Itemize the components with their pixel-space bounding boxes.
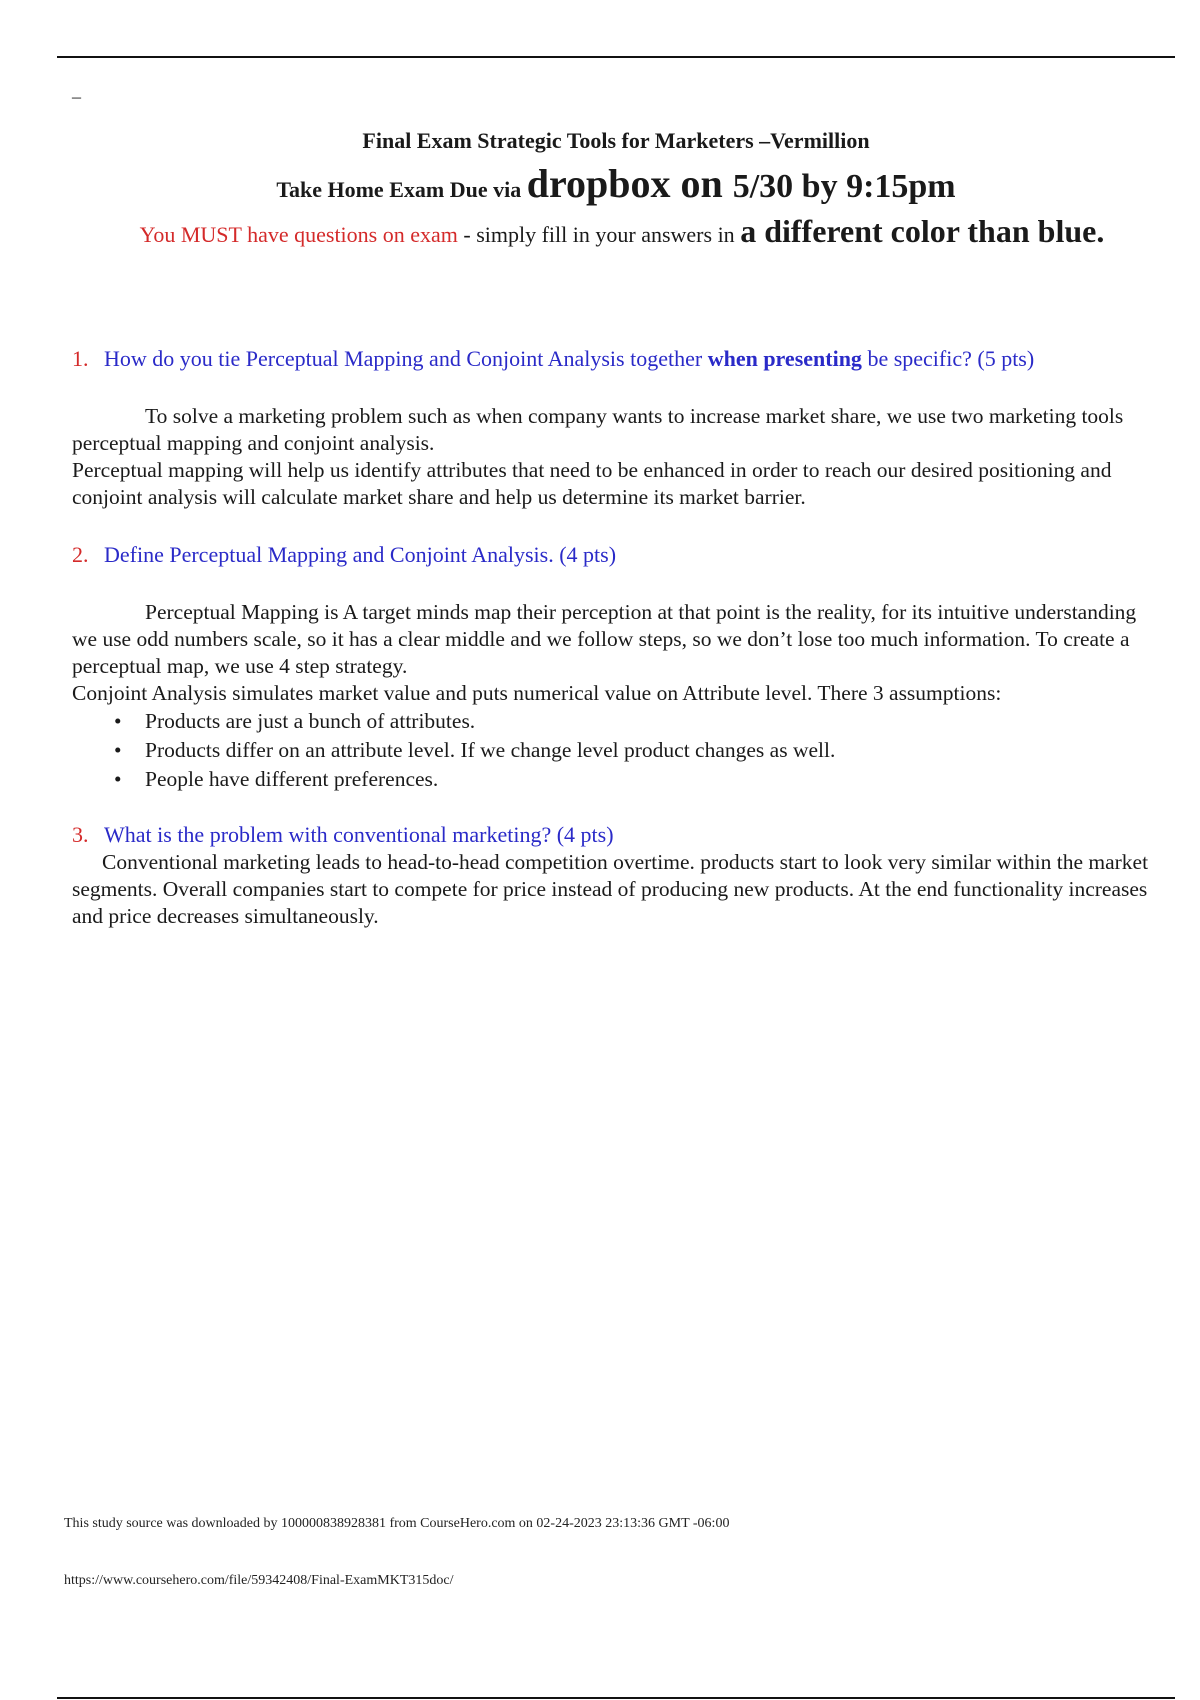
question-number: 1. <box>72 346 89 371</box>
question-emphasis: when presenting <box>707 346 862 371</box>
list-item: • People have different preferences. <box>72 765 1162 794</box>
bullet-icon: • <box>114 738 122 762</box>
question-3 <box>72 822 614 848</box>
assumptions-list <box>72 707 1162 794</box>
bullet-icon: • <box>114 767 122 791</box>
list-item: • Products are just a bunch of attributes. <box>72 707 1162 736</box>
download-notice: This study source was downloaded by 100000838928381 from CourseHero.com on 02-24-2023 23:13:36 GMT -06:00 <box>64 1516 730 1531</box>
answer-2 <box>72 599 1162 794</box>
exam-title: Final Exam Strategic Tools for Marketers –Vermillion <box>362 128 870 153</box>
due-line <box>0 160 1200 207</box>
answer-paragraph: Perceptual Mapping is A target minds map their perception at that point is the reality, for its intuitive understanding we use odd numbers scale, so it has a clear middle and we follow steps, so we don’t lose too much information. To create a perceptual map, we use 4 step strategy. <box>72 600 1137 678</box>
due-prefix: Take Home Exam Due via <box>276 177 527 202</box>
due-dropbox: dropbox on <box>526 161 733 206</box>
due-date: 5/30 by 9:15pm <box>732 168 956 205</box>
list-item: • Products differ on an attribute level. If we change level product changes as well. <box>72 736 1162 765</box>
notice-instruction: - simply fill in your answers in <box>457 222 741 247</box>
question-number: 3. <box>72 822 89 847</box>
notice-color-rule: a different color than blue. <box>740 213 1105 249</box>
question-text-end: be specific? (5 pts) <box>861 346 1035 371</box>
answer-paragraph: To solve a marketing problem such as when company wants to increase market share, we use two marketing tools perceptual mapping and conjoint analysis. <box>72 404 1124 455</box>
question-text: How do you tie Perceptual Mapping and Conjoint Analysis together <box>104 346 708 371</box>
question-1 <box>72 346 1034 372</box>
corner-mark: _ <box>72 80 81 100</box>
question-2 <box>72 542 616 568</box>
answer-3 <box>72 849 1162 930</box>
notice-warning: You MUST have questions on exam <box>139 222 458 247</box>
question-text: Define Perceptual Mapping and Conjoint Analysis. (4 pts) <box>104 542 617 567</box>
instructions-notice <box>112 210 1132 259</box>
bullet-icon: • <box>114 709 122 733</box>
answer-1 <box>72 403 1162 511</box>
bottom-rule <box>57 1697 1175 1699</box>
top-rule <box>57 56 1175 58</box>
answer-paragraph: Conventional marketing leads to head-to-head competition overtime. products start to look very similar within the market segments. Overall companies start to compete for price instead of producing new products. At the end functionality increases and price decreases simultaneously. <box>72 850 1149 928</box>
question-number: 2. <box>72 542 89 567</box>
answer-paragraph: Conjoint Analysis simulates market value and puts numerical value on Attribute level. There 3 assumptions: <box>72 681 1002 705</box>
source-url[interactable]: https://www.coursehero.com/file/59342408/Final-ExamMKT315doc/ <box>64 1573 454 1588</box>
answer-paragraph: Perceptual mapping will help us identify attributes that need to be enhanced in order to reach our desired positioning and conjoint analysis will calculate market share and help us determine its market barrier. <box>72 458 1112 509</box>
question-text: What is the problem with conventional marketing? (4 pts) <box>104 822 614 847</box>
